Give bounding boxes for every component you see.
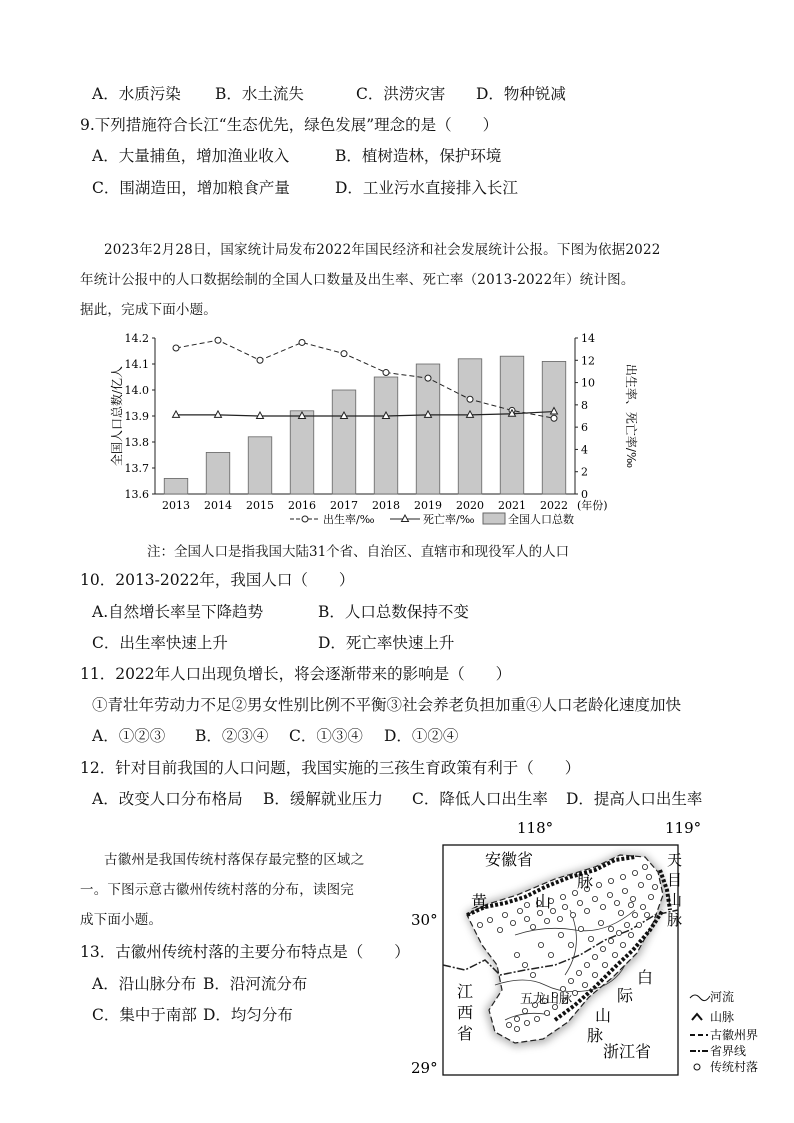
village-point (608, 878, 613, 883)
birth-rate-point (257, 357, 263, 363)
village-point (538, 942, 543, 947)
population-bar (416, 364, 440, 494)
tianmu-label-3: 山 (667, 891, 683, 909)
right-tick-label: 6 (581, 421, 588, 435)
map-legend (690, 989, 758, 1074)
right-axis-title: 出生率、死亡率/‰ (624, 363, 638, 469)
village-point (596, 882, 601, 887)
birth-rate-point (467, 396, 473, 402)
village-point (544, 1010, 549, 1015)
legend-birth-label: 出生率/‰ (323, 513, 375, 526)
legend-death-label: 死亡率/‰ (423, 513, 475, 526)
village-point (572, 990, 577, 995)
x-tick-label: 2019 (414, 499, 442, 512)
village-point (578, 926, 583, 931)
right-tick-label: 2 (581, 465, 588, 479)
lat-30-label: 30° (411, 911, 438, 929)
village-point (620, 942, 625, 947)
legend-village: 传统村落 (710, 1060, 759, 1074)
village-point (514, 952, 519, 957)
bai-label: 白 (637, 968, 654, 987)
village-point (557, 916, 562, 921)
legend-bar-swatch (483, 513, 505, 524)
village-point (592, 954, 597, 959)
village-point (598, 920, 603, 925)
village-point (570, 912, 575, 917)
birth-rate-point (215, 337, 221, 343)
x-axis-title: (年份) (577, 499, 608, 512)
village-point (618, 910, 623, 915)
left-tick-label: 14.2 (124, 332, 149, 345)
right-tick-label: 0 (581, 488, 588, 501)
village-point (550, 908, 555, 913)
huizhou-map-svg (405, 815, 785, 1080)
lon-119-label: 119° (665, 819, 702, 837)
legend-boundary: 古徽州界 (710, 1028, 759, 1042)
death-rate-point (215, 411, 222, 418)
q11-option-c: C．①③④ (289, 727, 363, 745)
village-point (614, 900, 619, 905)
village-point (584, 962, 589, 967)
q12-option-a: A．改变人口分布格局 (92, 790, 243, 808)
q13-option-d: D．均匀分布 (203, 1006, 293, 1024)
intro2-line2: 一。下图示意古徽州传统村落的分布，读图完 (80, 882, 354, 898)
legend-death-marker (402, 515, 409, 522)
village-point (584, 908, 589, 913)
intro2-line1: 古徽州是我国传统村落保存最完整的区域之 (104, 852, 365, 868)
village-point (577, 900, 582, 905)
intro2-line3: 成下面小题。 (80, 912, 163, 928)
q12-option-c: C．降低人口出生率 (412, 790, 548, 808)
q13-option-c: C．集中于南部 (92, 1006, 197, 1024)
q10-option-d: D．死亡率快速上升 (318, 634, 455, 652)
village-point (534, 1016, 539, 1021)
village-point (522, 1008, 527, 1013)
q12-stem: 12．针对目前我国的人口问题，我国实施的三孩生育政策有利于（ ） (80, 759, 581, 777)
village-point (632, 870, 637, 875)
left-axis-title: 全国人口总数/亿人 (110, 365, 124, 467)
death-rate-point (173, 411, 180, 418)
left-tick-label: 13.6 (124, 488, 149, 501)
mai2-label: 脉 (587, 1026, 604, 1045)
village-point (502, 912, 507, 917)
village-point (558, 932, 563, 937)
village-point (530, 924, 535, 929)
village-point (560, 986, 565, 991)
q13-option-b: B．沿河流分布 (203, 975, 308, 993)
jiangxi-label-2: 西 (457, 1003, 474, 1022)
village-point (632, 912, 637, 917)
right-tick-label: 8 (581, 398, 588, 412)
village-point (600, 946, 605, 951)
right-tick-label: 12 (581, 354, 595, 368)
village-point (636, 922, 641, 927)
intro1-line3: 据此，完成下面小题。 (80, 302, 217, 318)
birth-rate-point (299, 339, 305, 345)
population-bar (542, 361, 566, 494)
population-bar (164, 478, 188, 494)
population-bar (206, 452, 230, 494)
village-point (638, 882, 643, 887)
q10-stem: 10．2013-2022年，我国人口（ ） (80, 571, 355, 589)
village-point (630, 896, 635, 901)
birth-rate-line (176, 340, 554, 418)
lon-118-label: 118° (517, 819, 554, 837)
x-tick-label: 2015 (246, 499, 274, 512)
q11-option-d: D．①②④ (384, 727, 459, 745)
village-point (524, 916, 529, 921)
q9-option-d: D．工业污水直接排入长江 (335, 179, 518, 197)
village-point (576, 970, 581, 975)
shan1-label: 山 (535, 892, 552, 911)
legend-birth-marker (302, 516, 308, 522)
village-point (628, 902, 633, 907)
legend-river-symbol (690, 995, 710, 1001)
village-point (568, 978, 573, 983)
q8-option-b: B．水土流失 (215, 85, 304, 103)
village-point (600, 904, 605, 909)
anhui-label: 安徽省 (485, 850, 534, 869)
intro1-line1: 2023年2月28日，国家统计局发布2022年国民经济和社会发展统计公报。下图为依据2022 (104, 242, 661, 258)
x-tick-label: 2016 (288, 499, 316, 512)
tianmu-label-1: 天 (667, 851, 683, 869)
village-point (514, 1026, 519, 1031)
q13-option-a: A．沿山脉分布 (92, 975, 197, 993)
q12-option-d: D．提高人口出生率 (566, 790, 703, 808)
right-tick-label: 10 (581, 376, 595, 390)
q12-option-b: B．缓解就业压力 (263, 790, 383, 808)
village-point (592, 972, 597, 977)
q10-option-b: B．人口总数保持不变 (318, 603, 469, 621)
x-tick-label: 2018 (372, 499, 400, 512)
q9-option-c: C．围湖造田，增加粮食产量 (92, 179, 290, 197)
x-tick-label: 2020 (456, 499, 484, 512)
village-point (524, 902, 529, 907)
q8-option-a: A．水质污染 (92, 85, 181, 103)
legend-river: 河流 (710, 990, 735, 1004)
village-point (497, 927, 502, 932)
huizhou-map (405, 815, 785, 1080)
left-tick-label: 14.1 (124, 358, 149, 371)
left-tick-label: 13.7 (124, 462, 149, 475)
q9-stem: 9.下列措施符合长江“生态优先，绿色发展”理念的是（ ） (80, 116, 499, 134)
village-point (537, 910, 542, 915)
right-tick-label: 4 (581, 443, 588, 457)
population-bar (374, 377, 398, 494)
village-point (622, 888, 627, 893)
q11-option-a: A．①②③ (92, 727, 166, 745)
q10-option-c: C．出生率快速上升 (92, 634, 228, 652)
village-point (612, 952, 617, 957)
legend-province: 省界线 (710, 1044, 747, 1058)
village-point (592, 896, 597, 901)
wulong-label: 五龙山脉 (520, 992, 573, 1007)
village-point (582, 982, 587, 987)
village-point (652, 884, 657, 889)
q8-option-d: D．物种锐减 (476, 85, 566, 103)
population-chart-svg (105, 328, 645, 528)
legend-village-symbol (694, 1064, 700, 1070)
q8-option-c: C．洪涝灾害 (356, 85, 446, 103)
death-rate-line (176, 412, 554, 416)
village-point (607, 892, 612, 897)
village-point (568, 942, 573, 947)
village-point (602, 962, 607, 967)
village-point (530, 972, 535, 977)
huang-label: 黄 (471, 892, 488, 911)
q9-option-a: A．大量捕鱼，增加渔业收入 (92, 147, 290, 165)
village-point (560, 894, 565, 899)
right-tick-label: 14 (581, 332, 595, 345)
village-point (642, 864, 647, 869)
q10-option-a: A.自然增长率呈下降趋势 (92, 603, 264, 621)
village-point (510, 920, 515, 925)
village-point (572, 890, 577, 895)
population-chart (105, 328, 645, 528)
birth-rate-point (173, 345, 179, 351)
left-tick-label: 13.8 (124, 436, 149, 449)
birth-rate-point (383, 370, 389, 376)
village-point (544, 918, 549, 923)
village-point (646, 874, 651, 879)
village-point (524, 1020, 529, 1025)
population-bar (290, 411, 314, 494)
q11-items: ①青壮年劳动力不足②男女性别比例不平衡③社会养老负担加重④人口老龄化速度加快 (92, 696, 682, 714)
x-tick-label: 2017 (330, 499, 358, 512)
ji-label: 际 (617, 986, 634, 1005)
village-point (477, 922, 482, 927)
x-tick-label: 2014 (204, 499, 232, 512)
legend-mountain-symbol (692, 1014, 702, 1020)
village-point (608, 926, 613, 931)
q13-stem: 13．古徽州传统村落的主要分布特点是（ ） (80, 943, 410, 961)
jiangxi-label-1: 江 (457, 982, 474, 1001)
chart-note: 注：全国人口是指我国大陆31个省、自治区、直辖市和现役军人的人口 (147, 544, 570, 560)
q11-option-b: B．②③④ (195, 727, 269, 745)
village-point (514, 1016, 519, 1021)
village-point (628, 932, 633, 937)
q9-option-b: B．植树造林，保护环境 (335, 147, 502, 165)
death-rate-point (257, 412, 264, 419)
village-point (608, 938, 613, 943)
village-point (644, 912, 649, 917)
village-point (624, 922, 629, 927)
village-point (522, 962, 527, 967)
village-point (640, 904, 645, 909)
village-point (588, 936, 593, 941)
population-bar (332, 390, 356, 494)
village-point (517, 908, 522, 913)
x-tick-label: 2013 (162, 499, 190, 512)
population-bar (500, 356, 524, 494)
population-bar (248, 437, 272, 494)
village-point (506, 1022, 511, 1027)
jiangxi-label-3: 省 (457, 1024, 474, 1043)
village-point (487, 917, 492, 922)
population-bar (458, 359, 482, 494)
x-tick-label: 2021 (498, 499, 526, 512)
village-point (648, 894, 653, 899)
x-tick-label: 2022 (540, 499, 568, 512)
q11-stem: 11．2022年人口出现负增长，将会逐渐带来的影响是（ ） (80, 665, 512, 683)
mai1-label: 脉 (577, 872, 594, 891)
birth-rate-point (425, 375, 431, 381)
left-tick-label: 13.9 (124, 410, 149, 423)
legend-bar-label: 全国人口总数 (508, 513, 574, 526)
intro1-line2: 年统计公报中的人口数据绘制的全国人口数量及出生率、死亡率（2013-2022年）统计图。 (80, 272, 635, 288)
shan2-label: 山 (595, 1006, 612, 1025)
lat-29-label: 29° (411, 1059, 438, 1077)
legend-mountain: 山脉 (710, 1010, 735, 1024)
zhejiang-label: 浙江省 (603, 1042, 652, 1061)
tianmu-label-2: 目 (667, 871, 683, 889)
tianmu-label-4: 脉 (667, 911, 683, 929)
left-tick-label: 14.0 (124, 384, 149, 397)
birth-rate-point (551, 415, 557, 421)
village-point (548, 952, 553, 957)
birth-rate-point (341, 351, 347, 357)
village-point (616, 930, 621, 935)
village-point (562, 904, 567, 909)
village-point (620, 874, 625, 879)
